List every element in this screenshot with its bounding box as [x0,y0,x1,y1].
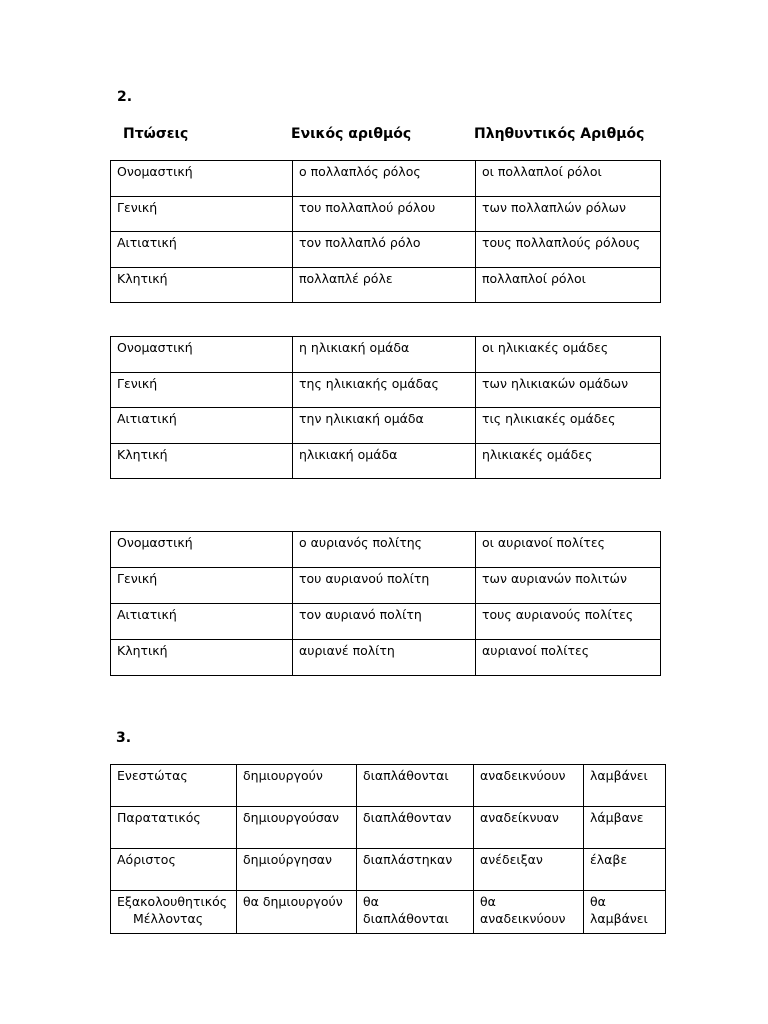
singular-cell: πολλαπλέ ρόλε [293,267,476,303]
table-row [111,267,661,303]
verb-form-line: διαπλάθονταν [363,810,452,825]
verb-form-cell [357,891,474,934]
verb-form-cell [237,891,357,934]
verb-form-cell [474,807,584,849]
singular-cell: τον αυριανό πολίτη [293,604,476,640]
verb-form-line: δημιουργούν [243,768,323,783]
case-cell: Αιτιατική [111,232,293,268]
verb-form-cell [474,765,584,807]
plural-cell: τους αυριανούς πολίτες [476,604,661,640]
verb-form-line: δημιουργούσαν [243,810,339,825]
tense-label-line: Παρατατικός [117,810,201,825]
case-cell: Ονομαστική [111,337,293,373]
table-row [111,443,661,479]
verb-form-cell [474,891,584,934]
verb-form-cell [584,849,666,891]
table-row [111,408,661,444]
singular-cell: τον πολλαπλό ρόλο [293,232,476,268]
table-row [111,604,661,640]
plural-cell: ηλικιακές ομάδες [476,443,661,479]
verb-form-line: διαπλάθονται [363,911,449,926]
verb-form-line: έλαβε [590,852,628,867]
case-cell: Κλητική [111,443,293,479]
singular-cell: ηλικιακή ομάδα [293,443,476,479]
tense-cell [111,765,237,807]
section-3-number: 3. [116,730,132,746]
table-row [111,532,661,568]
plural-cell: αυριανοί πολίτες [476,640,661,676]
verb-form-line: αναδεικνύουν [480,768,566,783]
conjugation-table [110,764,666,934]
declension-table-2 [110,336,661,479]
section-2-number: 2. [117,89,133,105]
singular-cell: της ηλικιακής ομάδας [293,372,476,408]
table-row [111,849,666,891]
verb-form-line: δημιούργησαν [243,852,333,867]
header-singular: Ενικός αριθμός [291,126,412,142]
tense-label-line: Αόριστος [117,852,176,867]
table-row [111,640,661,676]
verb-form-cell [474,849,584,891]
verb-form-line: λαμβάνει [590,911,648,926]
tense-cell [111,849,237,891]
case-cell: Κλητική [111,267,293,303]
verb-form-line: αναδεικνύουν [480,911,566,926]
tense-label-line: Ενεστώτας [117,768,188,783]
plural-cell: των πολλαπλών ρόλων [476,196,661,232]
verb-form-cell [584,891,666,934]
verb-form-cell [584,807,666,849]
plural-cell: τους πολλαπλούς ρόλους [476,232,661,268]
verb-form-cell [357,765,474,807]
case-cell: Γενική [111,568,293,604]
plural-cell: οι πολλαπλοί ρόλοι [476,161,661,197]
verb-form-line: διαπλάθονται [363,768,449,783]
case-cell: Ονομαστική [111,532,293,568]
case-cell: Αιτιατική [111,408,293,444]
verb-form-cell [584,765,666,807]
verb-form-line: λάμβανε [590,810,644,825]
case-cell: Γενική [111,196,293,232]
tense-label-line: Μέλλοντας [133,911,204,926]
verb-form-line: αναδείκνυαν [480,810,559,825]
plural-cell: των αυριανών πολιτών [476,568,661,604]
plural-cell: πολλαπλοί ρόλοι [476,267,661,303]
plural-cell: οι αυριανοί πολίτες [476,532,661,568]
singular-cell: ο αυριανός πολίτης [293,532,476,568]
singular-cell: την ηλικιακή ομάδα [293,408,476,444]
tense-label-line: Εξακολουθητικός [117,894,228,909]
declension-table-1 [110,160,661,303]
tense-cell [111,807,237,849]
verb-form-line: διαπλάστηκαν [363,852,453,867]
declension-table-3 [110,531,661,676]
verb-form-line: λαμβάνει [590,768,648,783]
singular-cell: αυριανέ πολίτη [293,640,476,676]
plural-cell: οι ηλικιακές ομάδες [476,337,661,373]
table-row [111,891,666,934]
verb-form-cell [237,765,357,807]
table-row [111,372,661,408]
plural-cell: των ηλικιακών ομάδων [476,372,661,408]
verb-form-line: θα [363,894,379,909]
verb-form-cell [237,849,357,891]
table-row [111,161,661,197]
verb-form-cell [357,807,474,849]
table-row [111,568,661,604]
singular-cell: του πολλαπλού ρόλου [293,196,476,232]
verb-form-cell [357,849,474,891]
verb-form-cell [237,807,357,849]
singular-cell: του αυριανού πολίτη [293,568,476,604]
header-plural: Πληθυντικός Αριθμός [474,126,645,142]
case-cell: Αιτιατική [111,604,293,640]
case-cell: Κλητική [111,640,293,676]
verb-form-line: ανέδειξαν [480,852,543,867]
table-row [111,765,666,807]
plural-cell: τις ηλικιακές ομάδες [476,408,661,444]
tense-cell [111,891,237,934]
verb-form-line: θα δημιουργούν [243,894,343,909]
table-row [111,196,661,232]
singular-cell: ο πολλαπλός ρόλος [293,161,476,197]
table-row [111,232,661,268]
singular-cell: η ηλικιακή ομάδα [293,337,476,373]
table-row [111,807,666,849]
case-cell: Ονομαστική [111,161,293,197]
table-row [111,337,661,373]
header-cases: Πτώσεις [123,126,189,142]
verb-form-line: θα [480,894,496,909]
case-cell: Γενική [111,372,293,408]
verb-form-line: θα [590,894,606,909]
